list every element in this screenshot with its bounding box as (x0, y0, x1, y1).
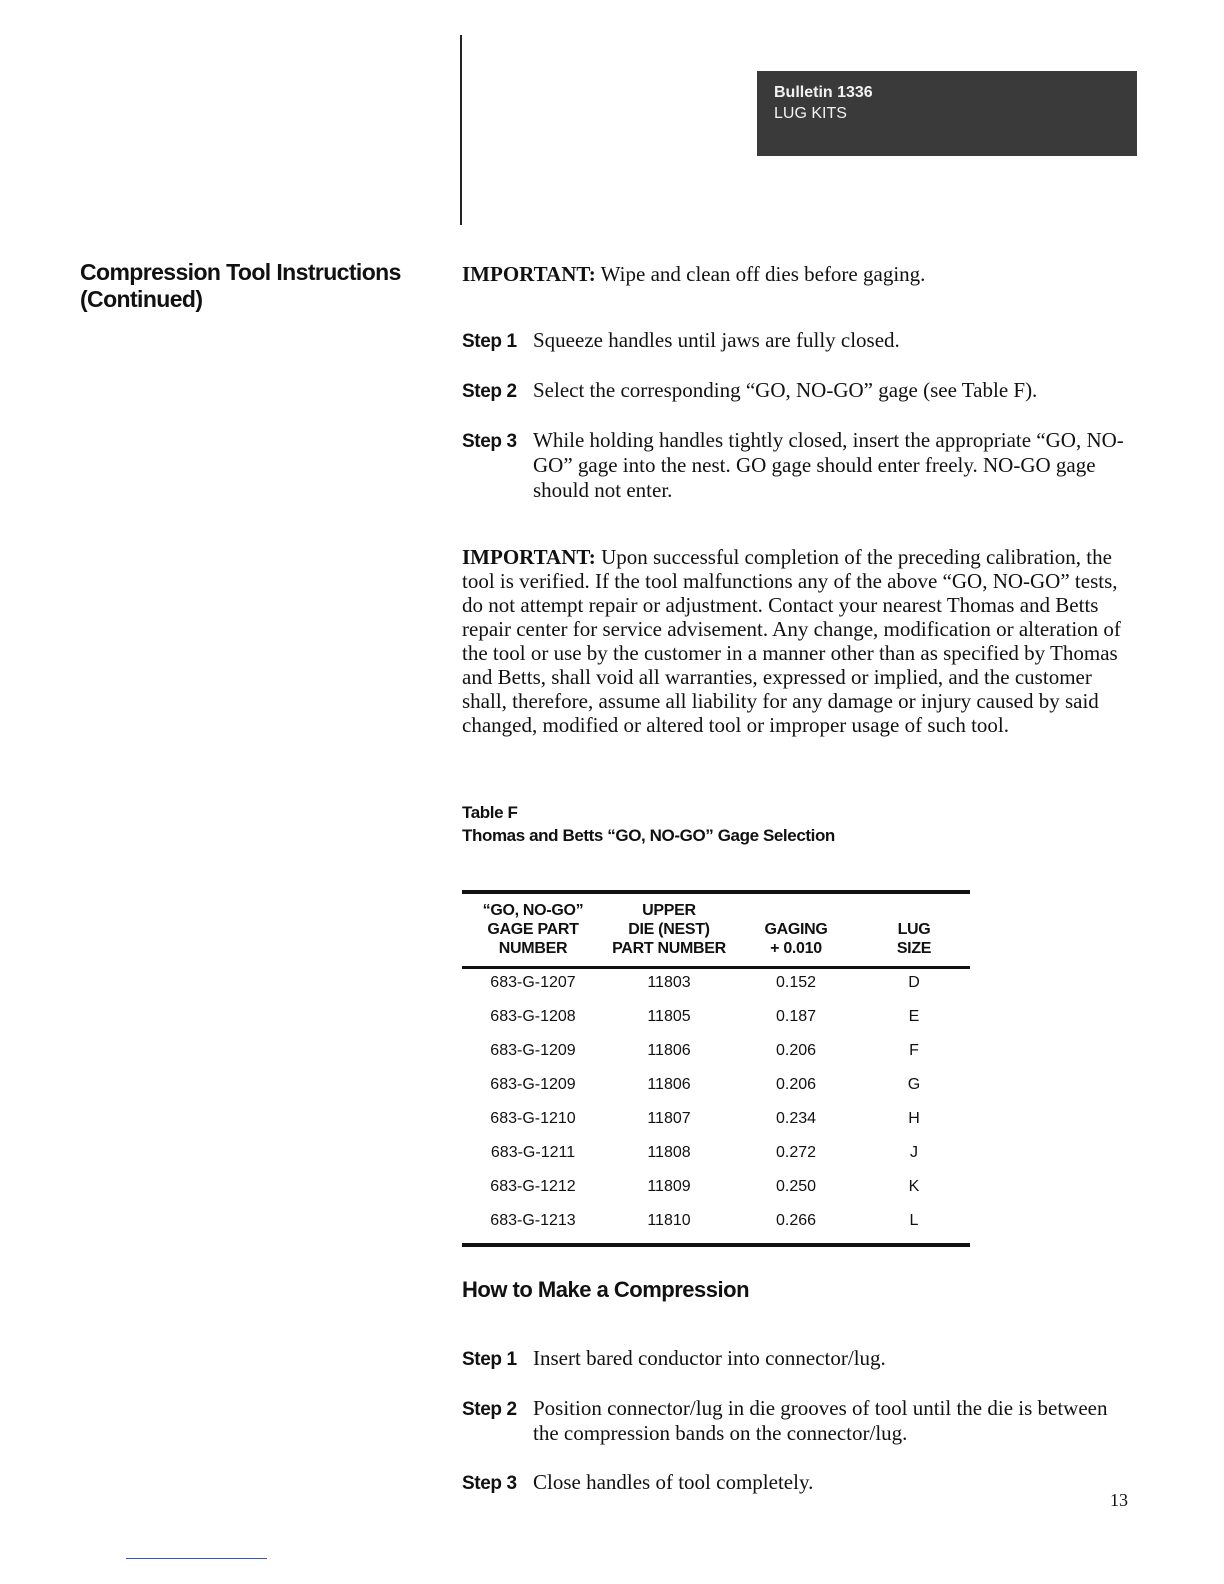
table-row (462, 1139, 970, 1173)
calibration-step-3 (462, 428, 1138, 503)
important-note-1 (462, 262, 1138, 286)
step-label: Step 2 (462, 1399, 517, 1420)
important-text: Wipe and clean off dies before gaging. (595, 262, 926, 286)
compression-step-2 (462, 1396, 1138, 1446)
cell-gaging: 0.187 (775, 1008, 817, 1025)
header-line: DIE (NEST) (628, 921, 710, 938)
important-note-2 (462, 545, 1138, 737)
cell-gage-part-number: 683-G-1209 (490, 1042, 576, 1059)
header-gage-part-number (462, 901, 604, 958)
compression-heading: How to Make a Compression (462, 1277, 750, 1302)
cell-die-part-number: 11806 (647, 1042, 691, 1059)
header-gaging (734, 920, 858, 958)
header-lug-size (858, 920, 970, 958)
section-title: Compression Tool Instructions (Continued) (80, 259, 401, 312)
footer-rule (126, 1558, 267, 1559)
cell-die-part-number: 11807 (647, 1110, 691, 1127)
table-bottom-rule (462, 1243, 970, 1247)
page-number: 13 (1110, 1490, 1128, 1510)
step-label: Step 3 (462, 431, 517, 452)
table-row (462, 1207, 970, 1241)
cell-die-part-number: 11809 (647, 1178, 691, 1195)
step-label: Step 1 (462, 1349, 517, 1370)
cell-lug-size: D (908, 974, 920, 991)
header-line: “GO, NO-GO” (482, 902, 584, 919)
table-row (462, 1037, 970, 1071)
table-row (462, 969, 970, 1003)
step-text: While holding handles tightly closed, insert the appropriate “GO, NO-GO” gage into the nest. GO gage should enter freely. NO-GO gage should not enter. (533, 428, 1124, 502)
vertical-rule (460, 35, 462, 225)
header-line: GAGE PART (487, 921, 579, 938)
table-caption: Thomas and Betts “GO, NO-GO” Gage Selection (462, 826, 835, 845)
cell-gaging: 0.152 (775, 974, 817, 991)
header-line: SIZE (896, 940, 932, 957)
cell-die-part-number: 11803 (647, 974, 691, 991)
cell-lug-size: F (909, 1042, 919, 1059)
header-line: GAGING (764, 921, 828, 938)
cell-gage-part-number: 683-G-1213 (490, 1212, 576, 1229)
cell-gaging: 0.234 (775, 1110, 817, 1127)
cell-gaging: 0.272 (775, 1144, 817, 1161)
cell-lug-size: K (908, 1178, 920, 1195)
important-label: IMPORTANT: (462, 262, 596, 286)
compression-step-1 (462, 1346, 1138, 1371)
cell-lug-size: L (909, 1212, 919, 1229)
cell-die-part-number: 11805 (647, 1008, 691, 1025)
step-text: Close handles of tool completely. (533, 1470, 814, 1494)
cell-lug-size: H (908, 1110, 920, 1127)
table-row (462, 1105, 970, 1139)
header-line: LUG (897, 921, 931, 938)
header-line: + 0.010 (770, 940, 822, 957)
cell-lug-size: G (907, 1076, 921, 1093)
header-die-part-number (604, 901, 734, 958)
cell-gaging: 0.266 (775, 1212, 817, 1229)
cell-die-part-number: 11806 (647, 1076, 691, 1093)
gage-selection-table (462, 890, 970, 1247)
step-text: Position connector/lug in die grooves of tool until the die is between the compression bands on the connector/lug. (533, 1396, 1108, 1445)
step-label: Step 3 (462, 1473, 517, 1494)
table-header (462, 894, 970, 969)
product-name: LUG KITS (774, 105, 847, 122)
cell-gage-part-number: 683-G-1208 (490, 1008, 576, 1025)
cell-lug-size: J (910, 1144, 918, 1161)
cell-lug-size: E (908, 1008, 920, 1025)
table-body (462, 969, 970, 1241)
bulletin-header (757, 71, 1137, 156)
important-text: Upon successful completion of the preceding calibration, the tool is verified. If the tool malfunctions any of the above “GO, NO-GO” tests, do not attempt repair or adjustment. Contact your nearest Thomas and Betts repair center for service advisement. Any change, modification or alteration of the tool or use by the customer in a manner other than as specified by Thomas and Betts, shall void all warranties, expressed or implied, and the customer shall, therefore, assume all liability for any damage or injury caused by said changed, modified or altered tool or improper usage of such tool. (462, 545, 1121, 737)
calibration-step-2 (462, 378, 1138, 403)
compression-step-3 (462, 1470, 1138, 1495)
step-label: Step 2 (462, 381, 517, 402)
bulletin-number: Bulletin 1336 (774, 84, 873, 101)
step-text: Squeeze handles until jaws are fully closed. (533, 328, 900, 352)
step-text: Select the corresponding “GO, NO-GO” gage (see Table F). (533, 378, 1038, 402)
cell-gaging: 0.206 (775, 1042, 817, 1059)
calibration-step-1 (462, 328, 1138, 353)
cell-die-part-number: 11808 (647, 1144, 691, 1161)
cell-gage-part-number: 683-G-1209 (490, 1076, 576, 1093)
table-label: Table F (462, 803, 518, 822)
table-row (462, 1173, 970, 1207)
header-line: NUMBER (498, 940, 568, 957)
table-row (462, 1003, 970, 1037)
cell-gage-part-number: 683-G-1211 (490, 1144, 576, 1161)
important-label: IMPORTANT: (462, 545, 596, 569)
cell-gage-part-number: 683-G-1210 (490, 1110, 576, 1127)
cell-gaging: 0.250 (775, 1178, 817, 1195)
step-text: Insert bared conductor into connector/lug. (533, 1346, 886, 1370)
step-label: Step 1 (462, 331, 517, 352)
cell-gage-part-number: 683-G-1212 (490, 1178, 576, 1195)
table-row (462, 1071, 970, 1105)
cell-gage-part-number: 683-G-1207 (490, 974, 576, 991)
header-line: PART NUMBER (612, 940, 726, 957)
cell-die-part-number: 11810 (647, 1212, 691, 1229)
cell-gaging: 0.206 (775, 1076, 817, 1093)
header-line: UPPER (642, 902, 696, 919)
